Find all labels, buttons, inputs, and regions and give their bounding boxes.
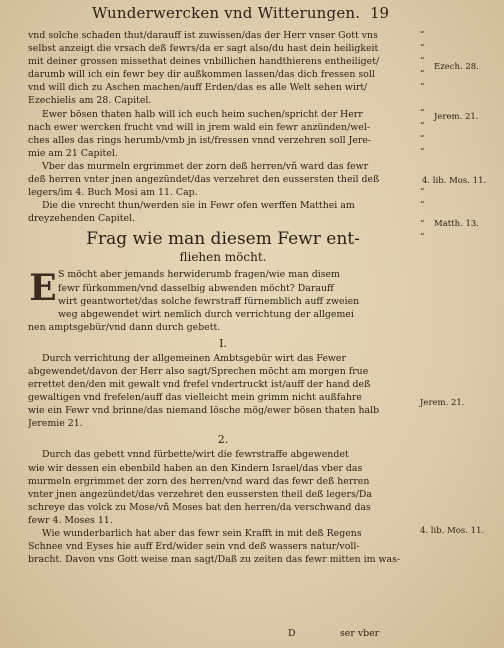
quote-mark: “ (420, 108, 425, 118)
text-line: legers/im 4. Buch Mosi am 11. Cap. (28, 187, 198, 199)
section-number: I. (219, 336, 227, 350)
text-line: Jeremie 21. (28, 418, 83, 430)
text-line: wirt geantwortet/das solche fewrstraff fürnemblich auff zweien (58, 295, 360, 307)
margin-note: 4. lib. Mos. 11. (420, 526, 485, 536)
main-text (28, 29, 418, 566)
text-line: errettet den/den mit gewalt vnd frefel vndertruckt ist/auff der hand deß (28, 379, 371, 391)
quote-mark: “ (420, 134, 425, 144)
text-line: vnd will dich zu Aschen machen/auff Erden/das es alle Welt sehen wirt/ (28, 82, 368, 94)
text-line: mit deiner grossen missethat deines vnbillichen handthierens entheiliget/ (28, 56, 380, 68)
text-line: Durch verrichtung der allgemeinen Ambtsgebür wirt das Fewer (42, 352, 346, 364)
text-line: Vber das murmeln ergrimmet der zorn deß herren/vñ ward das fewr (42, 160, 369, 172)
quote-mark: “ (420, 43, 425, 53)
margin-note: Jerem. 21. (434, 112, 479, 122)
text-line: bracht. Davon vns Gott weise man sagt/Daß zu zeiten das fewr mitten im was- (28, 554, 401, 566)
text-line: wie ein Fewr vnd brinne/das niemand lösche mög/ewer bösen thaten halb (28, 405, 380, 417)
decorated-initial: E (29, 267, 57, 310)
text-line: Die die vnrecht thun/werden sie in Fewr ofen werffen Matthei am (42, 200, 355, 212)
running-title: Wunderwercken vnd Witterungen. (92, 4, 361, 22)
text-line: Schnee vnd Eyses hie auff Erd/wider sein vnd deß wassers natur/voll- (28, 541, 360, 553)
margin-note: Matth. 13. (434, 219, 479, 229)
page-number: 19 (370, 4, 390, 22)
quote-mark: “ (420, 200, 425, 210)
catchword: ser vber (340, 628, 380, 639)
quote-mark: “ (420, 232, 425, 242)
text-line: vnd solche schaden thut/darauff ist zuwissen/das der Herr vnser Gott vns (28, 30, 378, 41)
text-line: vnter jnen angezündet/das verzehret den eussersten theil deß legers/Da (28, 488, 373, 500)
text-line: nen amptsgebür/vnd dann durch gebett. (28, 321, 221, 333)
quote-mark: “ (420, 69, 425, 79)
section-number: 2. (217, 433, 229, 447)
text-line: Ewer bösen thaten halb will ich euch heim suchen/spricht der Herr (42, 108, 363, 120)
text-line: wie wir dessen ein ebenbild haben an den Kindern Israel/das vber das (28, 462, 363, 474)
text-line: deß herren vnter jnen angezündet/das verzehret den eussersten theil deß (28, 174, 380, 186)
text-line: Durch das gebett vnnd fürbette/wirt die fewrstraffe abgewendet (42, 449, 349, 461)
text-line: dreyzehenden Capitel. (28, 213, 136, 225)
margin-note: Ezech. 28. (434, 62, 479, 72)
text-line: ches alles das rings herumb/vmb jn ist/fressen vnnd verzehren soll Jere- (28, 134, 372, 146)
margin-note: 4. lib. Mos. 11. (422, 176, 487, 186)
text-line: schreye das volck zu Mose/vñ Moses bat den herren/da verschwand das (28, 501, 371, 513)
text-line: murmeln ergrimmet der zorn des herren/vnd ward das fewr deß herren (28, 475, 370, 487)
quote-mark: “ (420, 82, 425, 92)
quote-mark: “ (420, 121, 425, 131)
text-line: gewaltigen vnd frefelen/auff das vielleicht mein grimm nicht außfahre (28, 392, 362, 404)
section-heading: Frag wie man diesem Fewr ent- (86, 229, 360, 250)
margin-note: Jerem. 21. (420, 398, 465, 408)
section-subheading: fliehen möcht. (179, 250, 267, 265)
text-line: weg abgewendet wirt nemlich durch verrichtung der allgemei (58, 308, 354, 320)
quote-mark: “ (420, 56, 425, 66)
initial-paragraph (28, 268, 418, 320)
quote-mark: “ (420, 30, 425, 40)
text-line: S möcht aber jemands herwiderumb fragen/wie man disem (58, 269, 340, 281)
text-line: darumb will ich ein fewr bey dir außkommen lassen/das dich fressen soll (28, 69, 375, 81)
text-line: Wie wunderbarlich hat aber das fewr sein Krafft in mit deß Regens (42, 528, 362, 539)
text-line: fewr 4. Moses 11. (28, 514, 113, 526)
text-line: nach ewer wercken frucht vnd will in jrem wald ein fewr anzünden/wel- (28, 121, 370, 133)
text-line: fewr fürkommen/vnd dasselbig abwenden möcht? Darauff (58, 282, 334, 294)
text-line: mie am 21 Capitel. (28, 147, 118, 159)
quote-mark: “ (420, 187, 425, 197)
text-line: Ezechielis am 28. Capitel. (28, 95, 152, 107)
quote-mark: “ (420, 219, 425, 229)
text-line: abgewendet/davon der Herr also sagt/Sprechen möcht am morgen frue (28, 365, 369, 377)
quote-mark: “ (420, 147, 425, 157)
text-line: selbst anzeigt die vrsach deß fewrs/da er sagt also/du hast dein heiligkeit (28, 43, 379, 55)
signature-mark: D (288, 628, 296, 639)
